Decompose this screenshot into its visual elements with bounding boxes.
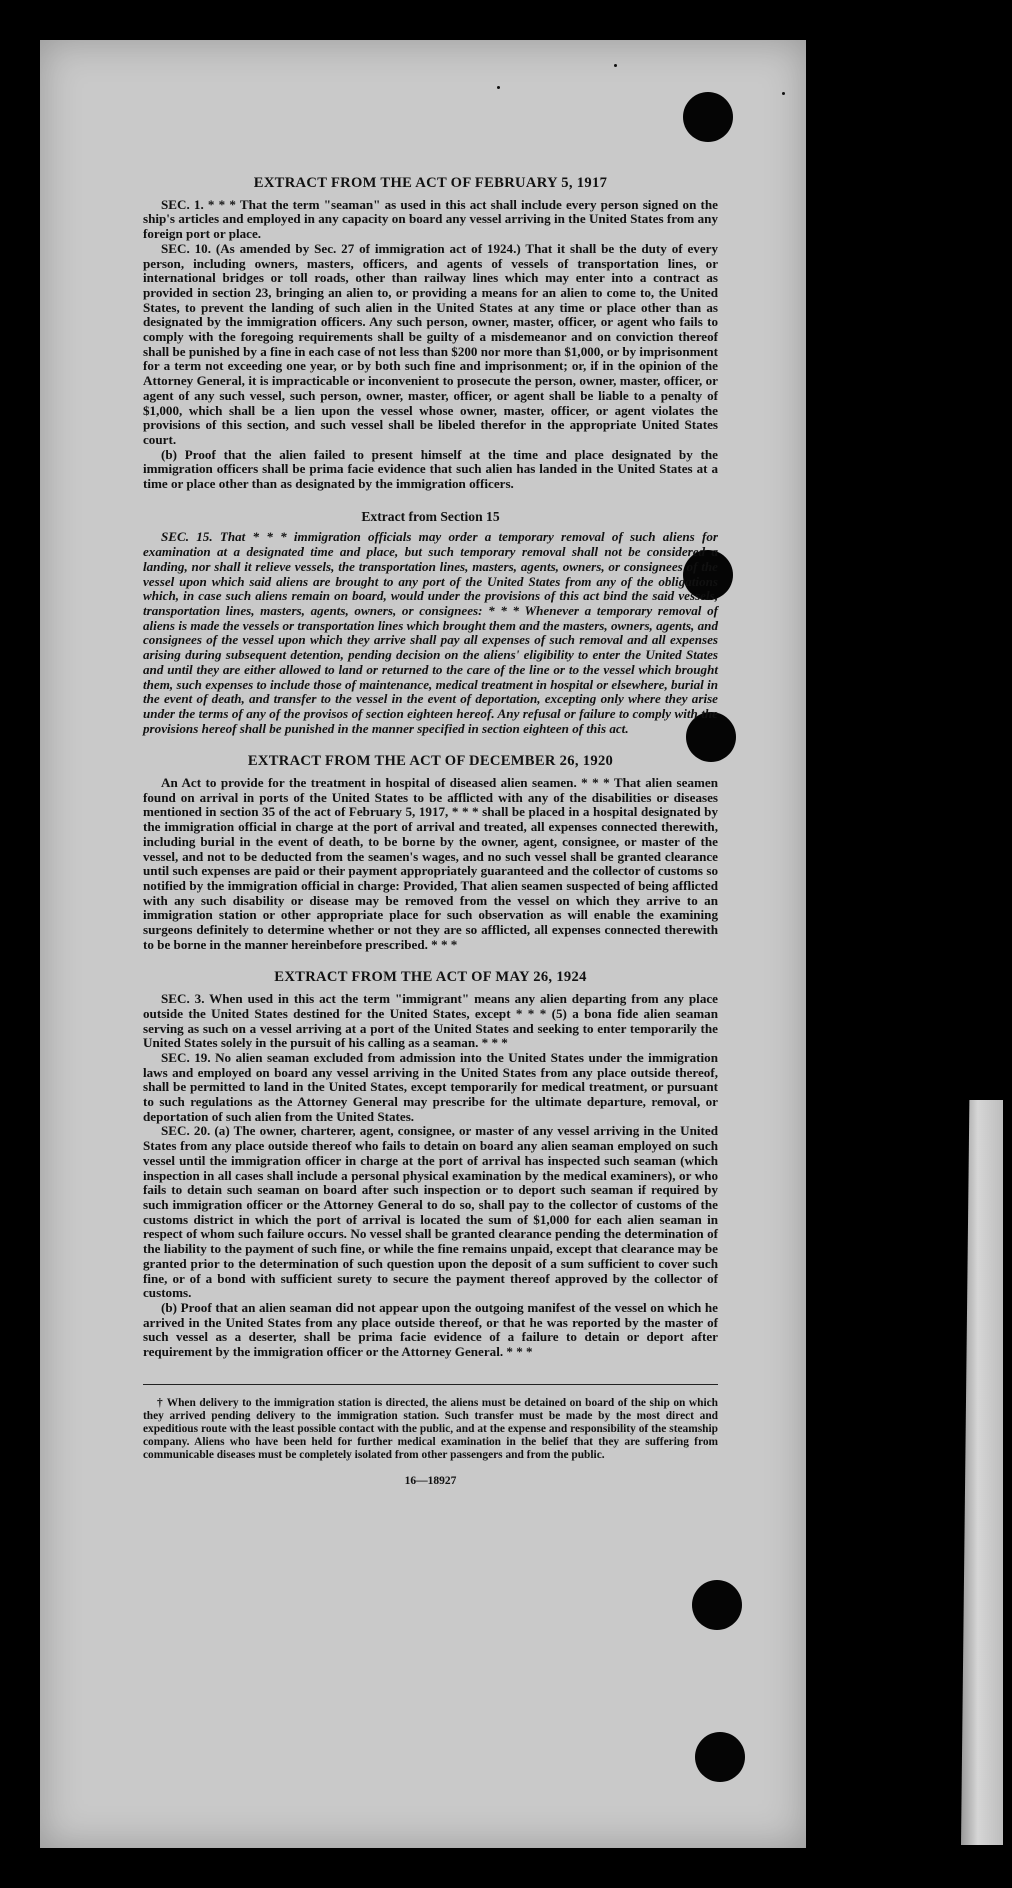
speck bbox=[782, 92, 785, 95]
section-heading: Extract from Section 15 bbox=[361, 508, 500, 524]
punch-hole bbox=[695, 1732, 745, 1782]
section-paragraph: SEC. 19. No alien seaman excluded from admission into the United States under the immigration laws and employed on board any vessel arriving in the United States from any place outside thereof, shall be permitted to land in the United States, except temporarily for medical treatment, or pursuant to such regulations as the Attorney General may prescribe for the ultimate departure, removal, or deportation of such alien from the United States. bbox=[143, 1049, 718, 1124]
section-extract-15 bbox=[143, 510, 718, 737]
section-act-feb-1917 bbox=[143, 176, 718, 492]
form-code: 16—18927 bbox=[404, 1474, 457, 1487]
section-act-may-1924 bbox=[143, 970, 718, 1359]
section-heading: EXTRACT FROM THE ACT OF DECEMBER 26, 1920 bbox=[247, 753, 614, 770]
section-paragraph: (b) Proof that an alien seaman did not appear upon the outgoing manifest of the vessel on which he arrived in the United States from any place outside thereof, or that he was reported by the master of such vessel as a deserter, shall be prima facie evidence of a failure to detain or deport after requirement by the immigration officer or the Attorney General. * * * bbox=[143, 1299, 718, 1360]
section-paragraph: SEC. 3. When used in this act the term "immigrant" means any alien departing from any place outside the United States destined for the United States, except * * * (5) a bona fide alien seaman serving as such on a vessel arriving at a port of the United States and seeking to enter temporarily the United States solely in the pursuit of his calling as a seaman. * * * bbox=[143, 991, 718, 1051]
punch-hole bbox=[683, 92, 733, 142]
speck bbox=[497, 86, 500, 89]
section-paragraph: (b) Proof that the alien failed to present himself at the time and place designated by the immigration officers shall be prima facie evidence that such alien has landed in the United States at a time or place other than as designated by the immigration officers. bbox=[143, 446, 718, 492]
section-paragraph: SEC. 20. (a) The owner, charterer, agent, consignee, or master of any vessel arriving in the United States from any place outside thereof who fails to detain on board any alien seaman employed on such vessel until the immigration officer in charge at the port of arrival has inspected such seaman (which inspection in all cases shall include a personal physical examination by the medical examiners), or who fails to detain such seaman on board after such inspection or to deport such seaman if required by such immigration officer or the Attorney General to do so, shall pay to the collector of customs of the customs district in which the port of arrival is located the sum of $1,000 for each alien seaman in respect of whom such failure occurs. No vessel shall be granted clearance pending the determination of the liability to the payment of such fine, or while the fine remains unpaid, except that clearance may be granted prior to the determination of such question upon the deposit of a sum sufficient to cover such fine, or of a bond with sufficient surety to secure the payment thereof approved by the collector of customs. bbox=[143, 1123, 718, 1301]
adjacent-page-edge bbox=[961, 1100, 1003, 1845]
divider bbox=[143, 1384, 718, 1385]
section-paragraph: SEC. 10. (As amended by Sec. 27 of immigration act of 1924.) That it shall be the duty of every person, including owners, masters, officers, and agents of vessels of transportation lines, or international bridges or toll roads, other than railway lines which may enter into a contract as provided in section 23, bringing an alien to, or providing a means for an alien to come to, the United States, to prevent the landing of such alien in the United States at any time or place other than as designated by the immigration officers. Any such person, owner, master, officer, or agent who fails to comply with the foregoing requirements shall be guilty of a misdemeanor and on conviction thereof shall be punished by a fine in each case of not less than $200 nor more than $1,000, or by imprisonment for a term not exceeding one year, or by both such fine and imprisonment; or, if in the opinion of the Attorney General, it is impracticable or inconvenient to prosecute the person, owner, master, officer, or agent of any such vessel, such person, owner, master, officer, or agent shall be liable to a penalty of $1,000, which shall be a lien upon the vessel whose owner, master, officer, or agent violates the provisions of this section, and such vessel shall be libeled therefor in the appropriate United States court. bbox=[143, 240, 718, 447]
section-heading: EXTRACT FROM THE ACT OF MAY 26, 1924 bbox=[274, 969, 587, 986]
footnote-text: † When delivery to the immigration station is directed, the aliens must be detained on board of the ship on which they arrived pending delivery to the immigration station. Such transfer must be made by the most direct and expeditious route with the least possible contact with the public, and at the expense and responsibility of the steamship company. Aliens who have been held for further medical examination in the belief that they are suffering from communicable diseases must be completely isolated from other passengers and from the public. bbox=[143, 1396, 718, 1461]
section-act-dec-1920 bbox=[143, 754, 718, 952]
footnote bbox=[143, 1397, 718, 1462]
punch-hole bbox=[692, 1580, 742, 1630]
section-paragraph: SEC. 15. That * * * immigration officials may order a temporary removal of such aliens for examination at a designated time and place, but such temporary removal shall not be considered a landing, nor shall it relieve vessels, the transportation lines, masters, agents, owners, or consignees of the vessel upon which said aliens are brought to any port of the United States from any of the obligations which, in case such aliens remain on board, would under the provisions of this act bind the said vessels, transportation lines, masters, agents, owners, or consignees: * * * Whenever a temporary removal of aliens is made the vessels or transportation lines which brought them and the masters, owners, agents, and consignees of the vessel upon which they arrive shall pay all expenses of such removal and all expenses arising during subsequent detention, pending decision on the aliens' eligibility to enter the United States and until they are either allowed to land or returned to the care of the line or to the vessel which brought them, such expenses to include those of maintenance, medical treatment in hospital or elsewhere, burial in the event of death, and transfer to the vessel in the event of deportation, excepting only where they arise under the terms of any of the provisos of section eighteen hereof. Any refusal or failure to comply with the provisions hereof shall be punished in the manner specified in section eighteen of this act. bbox=[143, 529, 718, 736]
section-paragraph: An Act to provide for the treatment in hospital of diseased alien seamen. * * * That alien seamen found on arrival in ports of the United States to be afflicted with any of the disabilities or diseases mentioned in section 35 of the act of February 5, 1917, * * * shall be placed in a hospital designated by the immigration official in charge at the port of arrival and treated, all expenses connected therewith, including burial in the event of death, to be borne by the owner, agent, consignee, or master of the vessel, and not to be deducted from the seamen's wages, and no such vessel shall be granted clearance until such expenses are paid or their payment appropriately guaranteed and the collector of customs so notified by the immigration official in charge: Provided, That alien seamen suspected of being afflicted with any such disability or disease may be removed from the vessel on which they arrive to an immigration station or other appropriate place for such observation as will enable the examining surgeons definitely to determine whether or not they are so afflicted, all expenses connected therewith to be borne in the manner hereinbefore prescribed. * * * bbox=[143, 775, 718, 952]
section-heading: EXTRACT FROM THE ACT OF FEBRUARY 5, 1917 bbox=[253, 175, 608, 191]
document-text bbox=[143, 176, 718, 1488]
speck bbox=[614, 64, 617, 67]
section-paragraph: SEC. 1. * * * That the term "seaman" as used in this act shall include every person signed on the ship's articles and employed in any capacity on board any vessel arriving in the United States from any foreign port or place. bbox=[143, 196, 718, 242]
